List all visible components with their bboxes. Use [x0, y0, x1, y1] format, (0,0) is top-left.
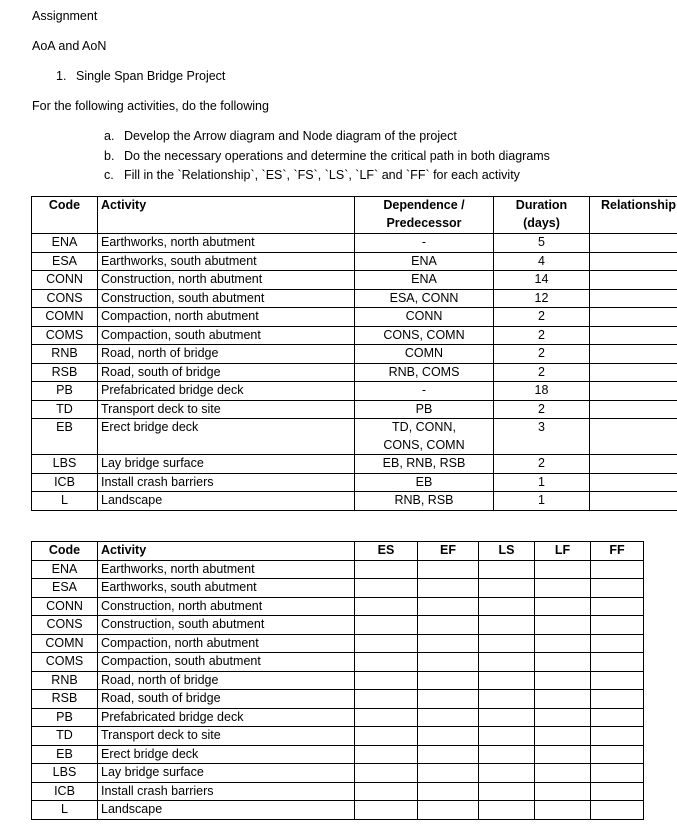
cell-ls[interactable] [479, 801, 535, 820]
cell-ls[interactable] [479, 764, 535, 783]
cell-predecessor: - [355, 234, 494, 253]
cell-relationship[interactable] [590, 271, 677, 290]
cell-relationship[interactable] [590, 492, 677, 511]
cell-es[interactable] [355, 745, 418, 764]
schedule-table [31, 541, 644, 820]
cell-lf[interactable] [535, 745, 591, 764]
cell-code: PB [32, 708, 98, 727]
cell-ef[interactable] [418, 560, 479, 579]
cell-code: CONS [32, 616, 98, 635]
cell-ls[interactable] [479, 653, 535, 672]
cell-ef[interactable] [418, 671, 479, 690]
table-row [32, 671, 644, 690]
cell-lf[interactable] [535, 579, 591, 598]
table-row [32, 492, 677, 511]
cell-ef[interactable] [418, 801, 479, 820]
col-header-ef: EF [418, 542, 479, 561]
table-row [32, 579, 644, 598]
cell-code: EB [32, 745, 98, 764]
cell-predecessor: ESA, CONN [355, 289, 494, 308]
cell-code: LBS [32, 455, 98, 474]
cell-code: CONN [32, 271, 98, 290]
col-header-relationship: Relationship [590, 197, 677, 234]
cell-activity: Road, north of bridge [98, 671, 355, 690]
activity-table [31, 196, 677, 511]
cell-activity: Lay bridge surface [98, 764, 355, 783]
cell-activity: Erect bridge deck [98, 419, 355, 455]
cell-es[interactable] [355, 653, 418, 672]
cell-es[interactable] [355, 690, 418, 709]
task-item [104, 167, 520, 183]
doc-subtitle: AoA and AoN [32, 39, 107, 53]
cell-ef[interactable] [418, 782, 479, 801]
cell-predecessor: TD, CONN, CONS, COMN [355, 419, 494, 455]
cell-activity: Transport deck to site [98, 727, 355, 746]
cell-ff[interactable] [591, 597, 644, 616]
cell-ef[interactable] [418, 616, 479, 635]
doc-title: Assignment [32, 9, 98, 23]
cell-predecessor: CONS, COMN [355, 326, 494, 345]
cell-activity: Earthworks, south abutment [98, 252, 355, 271]
cell-code: ENA [32, 560, 98, 579]
cell-ef[interactable] [418, 690, 479, 709]
table-row [32, 252, 677, 271]
cell-es[interactable] [355, 616, 418, 635]
cell-predecessor: EB, RNB, RSB [355, 455, 494, 474]
cell-lf[interactable] [535, 634, 591, 653]
cell-activity: Road, south of bridge [98, 363, 355, 382]
table-header-row [32, 197, 677, 234]
cell-duration: 12 [494, 289, 590, 308]
col-header-ls: LS [479, 542, 535, 561]
col-header-activity: Activity [98, 197, 355, 234]
table-row [32, 234, 677, 253]
cell-code: LBS [32, 764, 98, 783]
cell-activity: Construction, south abutment [98, 289, 355, 308]
cell-lf[interactable] [535, 560, 591, 579]
col-header-ff: FF [591, 542, 644, 561]
table-row [32, 727, 644, 746]
cell-ff[interactable] [591, 560, 644, 579]
table-row [32, 382, 677, 401]
cell-activity: Erect bridge deck [98, 745, 355, 764]
cell-code: L [32, 492, 98, 511]
cell-duration: 2 [494, 345, 590, 364]
table-row [32, 473, 677, 492]
cell-activity: Landscape [98, 801, 355, 820]
cell-lf[interactable] [535, 671, 591, 690]
cell-ls[interactable] [479, 616, 535, 635]
cell-es[interactable] [355, 579, 418, 598]
cell-es[interactable] [355, 708, 418, 727]
cell-relationship[interactable] [590, 252, 677, 271]
cell-lf[interactable] [535, 690, 591, 709]
table-header-row [32, 542, 644, 561]
cell-ls[interactable] [479, 782, 535, 801]
table-row [32, 690, 644, 709]
cell-relationship[interactable] [590, 473, 677, 492]
cell-code: TD [32, 727, 98, 746]
task-text: Develop the Arrow diagram and Node diagram of the project [124, 129, 457, 143]
cell-duration: 2 [494, 308, 590, 327]
cell-ef[interactable] [418, 579, 479, 598]
cell-relationship[interactable] [590, 234, 677, 253]
task-text: Fill in the `Relationship`, `ES`, `FS`, `LS`, `LF` and `FF` for each activity [124, 168, 520, 182]
question-number: 1. [56, 69, 67, 83]
table-row [32, 289, 677, 308]
cell-ff[interactable] [591, 616, 644, 635]
cell-relationship[interactable] [590, 400, 677, 419]
cell-predecessor: CONN [355, 308, 494, 327]
table-row [32, 653, 644, 672]
cell-code: EB [32, 419, 98, 455]
cell-es[interactable] [355, 801, 418, 820]
cell-activity: Construction, north abutment [98, 271, 355, 290]
cell-code: ICB [32, 782, 98, 801]
table-row [32, 745, 644, 764]
cell-activity: Compaction, south abutment [98, 326, 355, 345]
cell-duration: 3 [494, 419, 590, 455]
cell-predecessor: ENA [355, 252, 494, 271]
cell-code: ESA [32, 252, 98, 271]
cell-duration: 5 [494, 234, 590, 253]
col-header-dependence: Dependence / Predecessor [355, 197, 494, 234]
table-row [32, 708, 644, 727]
col-header-code: Code [32, 542, 98, 561]
table-row [32, 326, 677, 345]
cell-ls[interactable] [479, 727, 535, 746]
cell-es[interactable] [355, 727, 418, 746]
cell-predecessor: ENA [355, 271, 494, 290]
question-text: Single Span Bridge Project [76, 69, 226, 83]
cell-code: RSB [32, 690, 98, 709]
cell-ef[interactable] [418, 634, 479, 653]
cell-ef[interactable] [418, 764, 479, 783]
cell-duration: 2 [494, 400, 590, 419]
cell-activity: Install crash barriers [98, 473, 355, 492]
cell-code: RNB [32, 345, 98, 364]
cell-ff[interactable] [591, 745, 644, 764]
cell-relationship[interactable] [590, 308, 677, 327]
cell-duration: 2 [494, 455, 590, 474]
task-marker: a. [104, 129, 115, 143]
cell-code: COMS [32, 326, 98, 345]
cell-ef[interactable] [418, 745, 479, 764]
cell-activity: Compaction, north abutment [98, 308, 355, 327]
task-marker: b. [104, 149, 115, 163]
cell-lf[interactable] [535, 708, 591, 727]
cell-activity: Transport deck to site [98, 400, 355, 419]
cell-ls[interactable] [479, 597, 535, 616]
table-row [32, 271, 677, 290]
cell-relationship[interactable] [590, 419, 677, 455]
cell-duration: 1 [494, 492, 590, 511]
cell-ef[interactable] [418, 653, 479, 672]
cell-duration: 14 [494, 271, 590, 290]
col-header-code: Code [32, 197, 98, 234]
cell-es[interactable] [355, 764, 418, 783]
cell-activity: Prefabricated bridge deck [98, 382, 355, 401]
cell-activity: Earthworks, north abutment [98, 560, 355, 579]
cell-ff[interactable] [591, 727, 644, 746]
cell-duration: 18 [494, 382, 590, 401]
table-row [32, 634, 644, 653]
cell-predecessor: COMN [355, 345, 494, 364]
instruction: For the following activities, do the following [32, 99, 269, 113]
cell-ff[interactable] [591, 764, 644, 783]
cell-lf[interactable] [535, 764, 591, 783]
table-row [32, 597, 644, 616]
table-row [32, 363, 677, 382]
cell-relationship[interactable] [590, 382, 677, 401]
cell-ls[interactable] [479, 671, 535, 690]
cell-es[interactable] [355, 560, 418, 579]
cell-activity: Install crash barriers [98, 782, 355, 801]
cell-ff[interactable] [591, 782, 644, 801]
cell-code: COMN [32, 308, 98, 327]
cell-relationship[interactable] [590, 455, 677, 474]
cell-activity: Road, south of bridge [98, 690, 355, 709]
task-marker: c. [104, 168, 114, 182]
cell-es[interactable] [355, 597, 418, 616]
cell-code: PB [32, 382, 98, 401]
cell-es[interactable] [355, 782, 418, 801]
table-row [32, 345, 677, 364]
cell-ff[interactable] [591, 690, 644, 709]
table-row [32, 616, 644, 635]
cell-relationship[interactable] [590, 326, 677, 345]
cell-es[interactable] [355, 671, 418, 690]
col-header-es: ES [355, 542, 418, 561]
cell-code: L [32, 801, 98, 820]
cell-activity: Road, north of bridge [98, 345, 355, 364]
cell-predecessor: EB [355, 473, 494, 492]
cell-lf[interactable] [535, 653, 591, 672]
col-header-duration: Duration (days) [494, 197, 590, 234]
cell-lf[interactable] [535, 801, 591, 820]
cell-predecessor: - [355, 382, 494, 401]
cell-code: RSB [32, 363, 98, 382]
cell-code: COMS [32, 653, 98, 672]
cell-lf[interactable] [535, 727, 591, 746]
cell-code: CONS [32, 289, 98, 308]
cell-ff[interactable] [591, 653, 644, 672]
cell-ls[interactable] [479, 690, 535, 709]
cell-code: RNB [32, 671, 98, 690]
cell-activity: Construction, north abutment [98, 597, 355, 616]
cell-ls[interactable] [479, 708, 535, 727]
cell-lf[interactable] [535, 782, 591, 801]
cell-es[interactable] [355, 634, 418, 653]
cell-activity: Construction, south abutment [98, 616, 355, 635]
cell-predecessor: RNB, RSB [355, 492, 494, 511]
cell-relationship[interactable] [590, 289, 677, 308]
cell-lf[interactable] [535, 597, 591, 616]
col-header-lf: LF [535, 542, 591, 561]
table-row [32, 560, 644, 579]
cell-code: ESA [32, 579, 98, 598]
cell-ff[interactable] [591, 579, 644, 598]
cell-predecessor: PB [355, 400, 494, 419]
cell-lf[interactable] [535, 616, 591, 635]
cell-duration: 1 [494, 473, 590, 492]
cell-duration: 2 [494, 363, 590, 382]
task-item [104, 148, 550, 164]
cell-ef[interactable] [418, 708, 479, 727]
cell-ls[interactable] [479, 745, 535, 764]
cell-ls[interactable] [479, 579, 535, 598]
cell-activity: Landscape [98, 492, 355, 511]
cell-ff[interactable] [591, 708, 644, 727]
cell-activity: Earthworks, south abutment [98, 579, 355, 598]
cell-activity: Lay bridge surface [98, 455, 355, 474]
cell-ff[interactable] [591, 801, 644, 820]
cell-ff[interactable] [591, 634, 644, 653]
cell-code: TD [32, 400, 98, 419]
cell-ef[interactable] [418, 597, 479, 616]
cell-duration: 4 [494, 252, 590, 271]
col-header-activity: Activity [98, 542, 355, 561]
cell-ff[interactable] [591, 671, 644, 690]
cell-activity: Prefabricated bridge deck [98, 708, 355, 727]
task-item [104, 128, 457, 144]
table-row [32, 419, 677, 455]
cell-activity: Compaction, north abutment [98, 634, 355, 653]
question-heading [56, 68, 225, 84]
cell-activity: Compaction, south abutment [98, 653, 355, 672]
task-text: Do the necessary operations and determine the critical path in both diagrams [124, 149, 550, 163]
cell-ls[interactable] [479, 560, 535, 579]
cell-ef[interactable] [418, 727, 479, 746]
table-row [32, 455, 677, 474]
cell-predecessor: RNB, COMS [355, 363, 494, 382]
cell-code: COMN [32, 634, 98, 653]
cell-activity: Earthworks, north abutment [98, 234, 355, 253]
table-row [32, 782, 644, 801]
table-row [32, 400, 677, 419]
table-row [32, 764, 644, 783]
cell-code: ICB [32, 473, 98, 492]
cell-code: CONN [32, 597, 98, 616]
cell-code: ENA [32, 234, 98, 253]
table-row [32, 801, 644, 820]
cell-ls[interactable] [479, 634, 535, 653]
table-row [32, 308, 677, 327]
cell-duration: 2 [494, 326, 590, 345]
cell-relationship[interactable] [590, 363, 677, 382]
cell-relationship[interactable] [590, 345, 677, 364]
